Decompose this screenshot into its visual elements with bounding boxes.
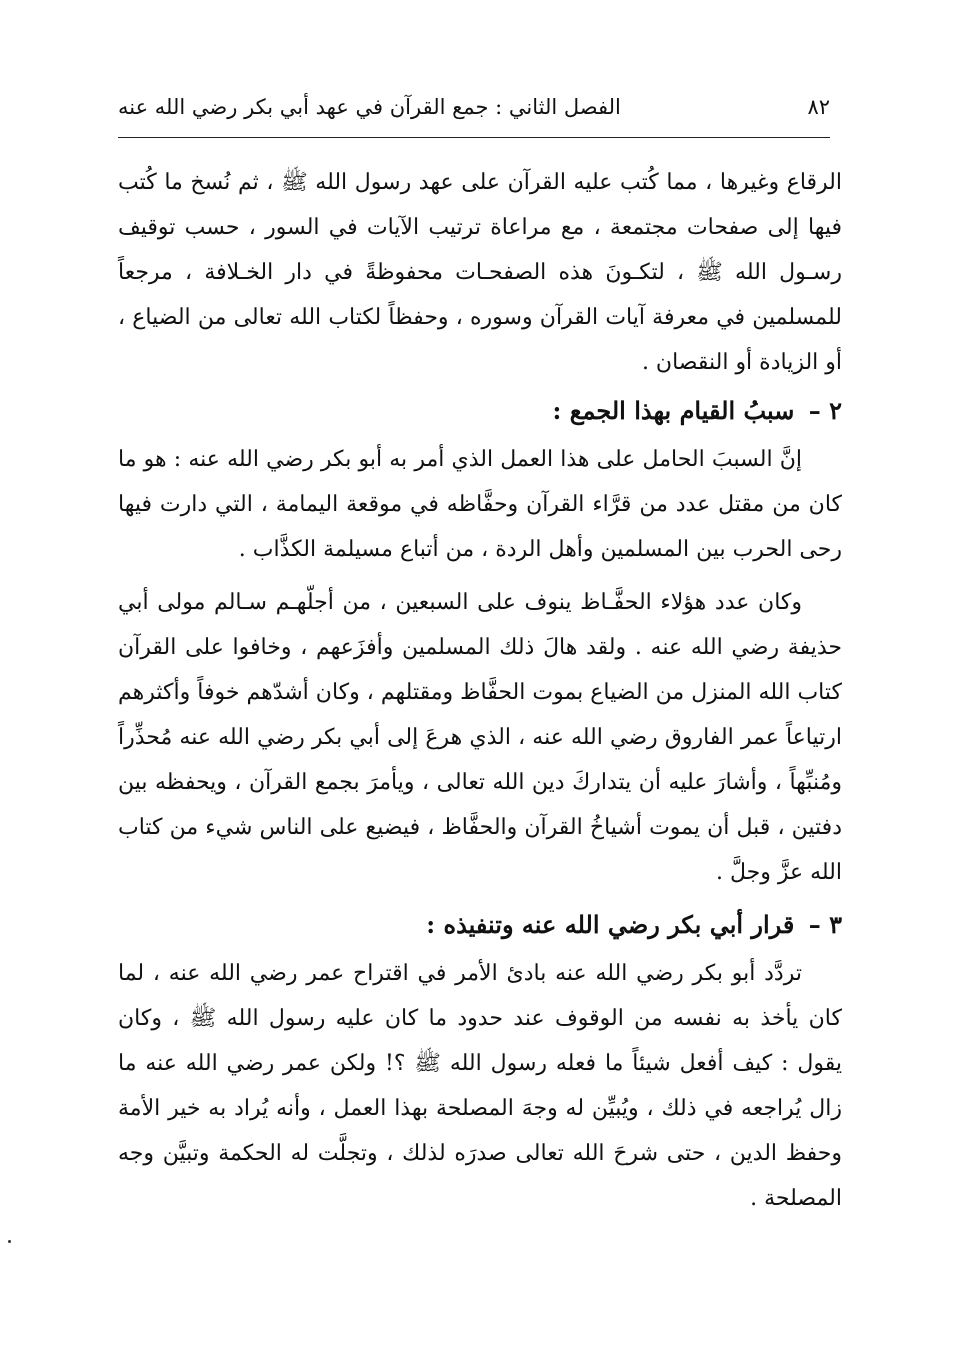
section-3-title: قرار أبي بكر رضي الله عنه وتنفيذه : bbox=[426, 910, 795, 939]
section-2-heading bbox=[118, 389, 842, 433]
cause-paragraph-2: وكان عدد هؤلاء الحفَّـاظ ينوف على السبعين ، من أجلّهـم سـالم مولى أبي حذيفة رضي الله عنه . ولقد هالَ ذلك المسلمين وأفزَعهم ، وخافوا على القرآن كتاب الله المنزل من الضياع بموت الحفَّاظ ومقتلهم ، وكان أشدّهم خوفاً وأكثرهم ارتياعاً عمر الفاروق رضي الله عنه ، الذي هرعَ إلى أبي بكر رضي الله عنه مُحذِّراً ومُنبِّهاً ، وأشارَ عليه أن يتداركَ دين الله تعالى ، ويأمرَ بجمع القرآن ، ويحفظه بين دفتين ، قبل أن يموت أشياخُ القرآن والحفَّاظ ، فيضيع على الناس شيء من كتاب الله عزَّ وجلَّ . bbox=[118, 590, 842, 885]
section-3-heading bbox=[118, 903, 842, 947]
cause-paragraph-1: إنَّ السببَ الحامل على هذا العمل الذي أمر به أبو بكر رضي الله عنه : هو ما كان من مقتل عدد من قرَّاء القرآن وحفَّاظه في موقعة اليمامة ، التي دارت فيها رحى الحرب بين المسلمين وأهل الردة ، من أتباع مسيلمة الكذَّاب . bbox=[118, 447, 842, 562]
page-body bbox=[118, 160, 842, 1229]
header-divider bbox=[118, 137, 830, 138]
section-3-number: ٣ – bbox=[808, 910, 842, 939]
scan-speck bbox=[8, 1240, 11, 1243]
intro-paragraph: الرقاع وغيرها ، مما كُتب عليه القرآن على عهد رسول الله ﷺ ، ثم نُسخ ما كُتب فيها إلى صفحات مجتمعة ، مع مراعاة ترتيب الآيات في السور ، حسب توقيف رسـول الله ﷺ ، لتكـونَ هذه الصفحـات محفوظةً في دار الخـلافة ، مرجعاً للمسلمين في معرفة آيات القرآن وسوره ، وحفظاً لكتاب الله تعالى من الضياع ، أو الزيادة أو النقصان . bbox=[118, 170, 842, 375]
page-number: ٨٢ bbox=[807, 95, 830, 119]
running-header bbox=[118, 84, 830, 130]
section-2-number: ٢ – bbox=[808, 396, 842, 425]
decision-paragraph: تردَّد أبو بكر رضي الله عنه بادئ الأمر في اقتراح عمر رضي الله عنه ، لما كان يأخذ به نفسه من الوقوف عند حدود ما كان عليه رسول الله ﷺ ، وكان يقول : كيف أفعل شيئاً ما فعله رسول الله ﷺ ؟! ولكن عمر رضي الله عنه ما زال يُراجعه في ذلك ، ويُبيِّن له وجهَ المصلحة بهذا العمل ، وأنه يُراد به خير الأمة وحفظ الدين ، حتى شرحَ الله تعالى صدرَه لذلك ، وتجلَّت له الحكمة وتبيَّن وجه المصلحة . bbox=[118, 961, 842, 1211]
chapter-title: الفصل الثاني : جمع القرآن في عهد أبي بكر رضي الله عنه bbox=[118, 95, 621, 119]
section-2-title: سببُ القيام بهذا الجمع : bbox=[552, 396, 795, 425]
